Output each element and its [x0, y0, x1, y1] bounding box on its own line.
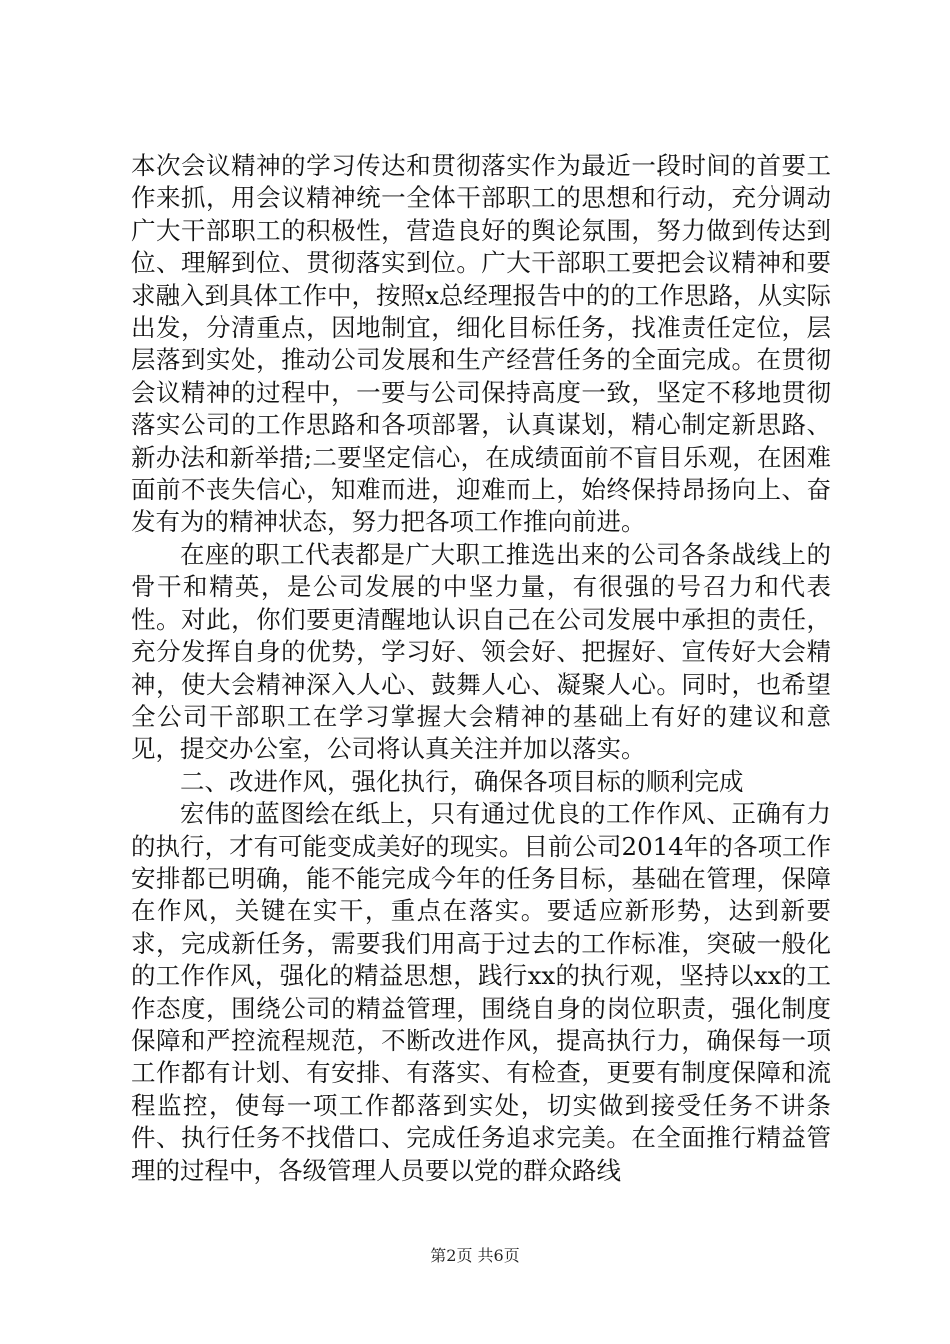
section-heading-improve-style: 二、改进作风，强化执行，确保各项目标的顺利完成 [180, 766, 744, 796]
paragraph-blueprint: 宏伟的蓝图绘在纸上，只有通过优良的工作作风、正确有力的执行，才有可能变成美好的现实。目前公司2014年的各项工作安排都已明确，能不能完成今年的任务目标，基础在管理，保障在作风，关键在实干，重点在落实。要适应新形势，达到新要求，完成新任务，需要我们用高于过去的工作标准，突破一般化的工作作风，强化的精益思想，践行xx的执行观，坚持以xx的工作态度，围绕公司的精益管理，围绕自身的岗位职责，强化制度保障和严控流程规范，不断改进作风，提高执行力，确保每一项工作都有计划、有安排、有落实、有检查，更要有制度保障和流程监控，使每一项工作都落到实处，切实做到接受任务不讲条件、执行任务不找借口、完成任务追求完美。在全面推行精益管理的过程中，各级管理人员要以党的群众路线 [131, 799, 831, 1185]
paragraph-staff-representatives: 在座的职工代表都是广大职工推选出来的公司各条战线上的骨干和精英，是公司发展的中坚力量，有很强的号召力和代表性。对此，你们要更清醒地认识自己在公司发展中承担的责任，充分发挥自身的优势，学习好、领会好、把握好、宣传好大会精神，使大会精神深入人心、鼓舞人心、凝聚人心。同时，也希望全公司干部职工在学习掌握大会精神的基础上有好的建议和意见，提交办公室，公司将认真关注并加以落实。 [131, 539, 831, 764]
document-body [131, 150, 831, 1187]
page-footer: 第2页 共6页 [430, 1246, 520, 1265]
paragraph-continuation: 本次会议精神的学习传达和贯彻落实作为最近一段时间的首要工作来抓，用会议精神统一全体干部职工的思想和行动，充分调动广大干部职工的积极性，营造良好的舆论氛围，努力做到传达到位、理解到位、贯彻落实到位。广大干部职工要把会议精神和要求融入到具体工作中，按照x总经理报告中的的工作思路，从实际出发，分清重点，因地制宜，细化目标任务，找准责任定位，层层落到实处，推动公司发展和生产经营任务的全面完成。在贯彻会议精神的过程中，一要与公司保持高度一致，坚定不移地贯彻落实公司的工作思路和各项部署，认真谋划，精心制定新思路、新办法和新举措;二要坚定信心，在成绩面前不盲目乐观，在困难面前不丧失信心，知难而进，迎难而上，始终保持昂扬向上、奋发有为的精神状态，努力把各项工作推向前进。 [131, 151, 831, 537]
